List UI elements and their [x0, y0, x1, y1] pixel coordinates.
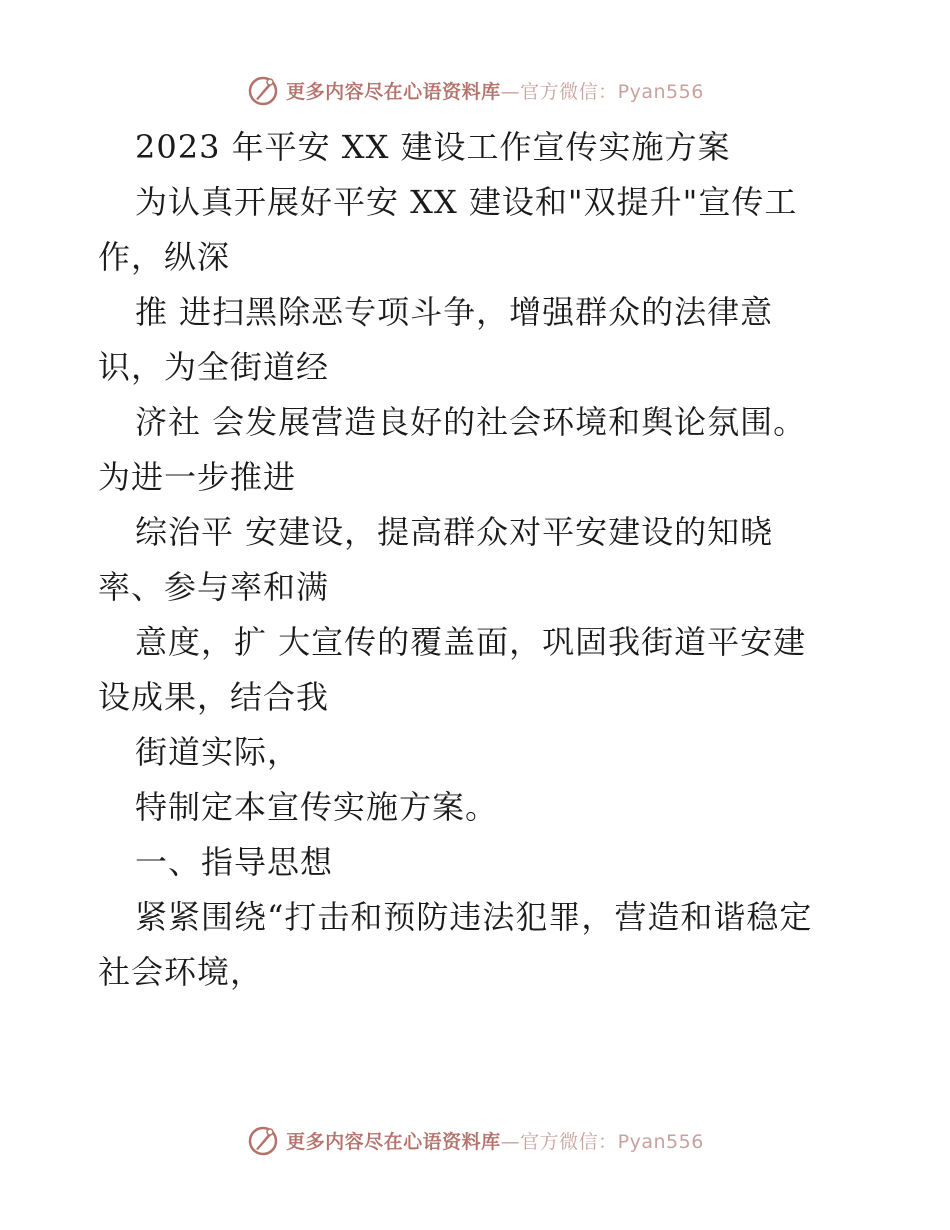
paragraph-line: 街道实际，: [135, 733, 301, 771]
footer-banner-text: [286, 1127, 704, 1154]
paragraph-line: 推 进扫黑除恶专项斗争，增强群众的法律意: [135, 293, 774, 331]
footer-banner-contact: —官方微信：Pyan556: [500, 1130, 704, 1153]
quill-seal-icon: [246, 1123, 280, 1157]
paragraph-line: 识，为全街道经: [98, 348, 330, 386]
paragraph-line: 作，纵深: [98, 238, 231, 276]
paragraph-line: 率、参与率和满: [98, 568, 330, 606]
quill-seal-icon: [246, 73, 280, 107]
paragraph-line: 社会环境，: [98, 953, 264, 991]
header-banner: [0, 70, 950, 110]
section-heading: 一、指导思想: [135, 843, 334, 881]
paragraph-line: 特制定本宣传实施方案。: [135, 788, 499, 826]
document-title: 2023 年平安 XX 建设工作宣传实施方案: [135, 128, 731, 166]
paragraph-line: 济社 会发展营造良好的社会环境和舆论氛围。: [135, 403, 807, 441]
document-body: [98, 120, 888, 1000]
header-banner-text: [286, 77, 704, 104]
paragraph-line: 设成果，结合我: [98, 678, 330, 716]
paragraph-line: 紧紧围绕“打击和预防违法犯罪，营造和谐稳定: [135, 898, 813, 936]
footer-banner: [0, 1120, 950, 1160]
paragraph-line: 为进一步推进: [98, 458, 297, 496]
header-banner-contact: —官方微信：Pyan556: [500, 80, 704, 103]
header-banner-title: 更多内容尽在心语资料库: [286, 80, 501, 103]
paragraph-line: 意度，扩 大宣传的覆盖面，巩固我街道平安建: [135, 623, 807, 661]
paragraph-line: 为认真开展好平安 XX 建设和"双提升"宣传工: [135, 183, 798, 221]
paragraph-line: 综治平 安建设，提高群众对平安建设的知晓: [135, 513, 774, 551]
footer-banner-title: 更多内容尽在心语资料库: [286, 1130, 501, 1153]
